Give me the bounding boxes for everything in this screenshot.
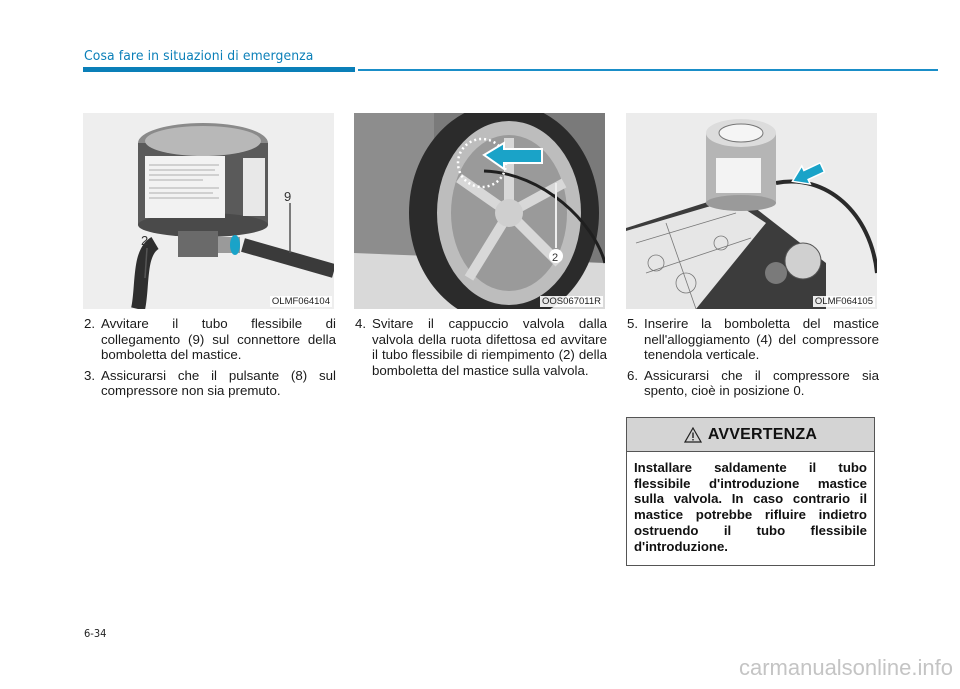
- tire-valve-illustration: [354, 113, 605, 309]
- warning-header: [627, 418, 874, 452]
- steps-column-1: [84, 316, 336, 404]
- figure-sealant-bottle-hose: [83, 113, 334, 309]
- watermark: carmanualsonline.info: [738, 655, 953, 680]
- header-accent-bar: [83, 67, 355, 72]
- warning-triangle-icon: [684, 427, 702, 443]
- step-text: Inserire la bomboletta del mastice nell'alloggiamento (4) del compressore tenendola verticale.: [644, 316, 879, 362]
- step-number: 5.: [627, 316, 639, 331]
- step-text: Svitare il cappuccio valvola dalla valvola della ruota difettosa ed avvitare il tubo flessibile di riempimento (2) della bomboletta del mastice sulla valvola.: [372, 316, 607, 378]
- steps-column-2: [355, 316, 607, 383]
- step-number: 2.: [84, 316, 96, 331]
- step-4: [355, 316, 607, 378]
- step-text: Avvitare il tubo flessibile di collegamento (9) sul connettore della bomboletta del mastice.: [101, 316, 336, 362]
- warning-title: AVVERTENZA: [707, 425, 818, 443]
- step-3: [84, 368, 336, 399]
- warning-text: Installare saldamente il tubo flessibile d'introduzione mastice sulla valvola. In caso contrario il mastice potrebbe rifluire indietro ostruendo il tubo flessibile d'introduzione.: [634, 460, 867, 554]
- step-number: 3.: [84, 367, 96, 383]
- step-6: [627, 368, 879, 399]
- warning-box: [626, 417, 875, 566]
- step-5: [627, 316, 879, 363]
- figure-code: OOS067011R: [542, 296, 601, 307]
- page-number: 6-34: [84, 627, 107, 640]
- step-text: Assicurarsi che il pulsante (8) sul compressore non sia premuto.: [101, 367, 336, 398]
- step-number: 6.: [627, 367, 639, 383]
- callout-2: 2: [141, 233, 149, 248]
- callout-9: 9: [284, 189, 292, 204]
- figure-code: OLMF064105: [814, 296, 873, 307]
- sealant-bottle-illustration: [83, 113, 334, 309]
- figure-compressor-bottle: [626, 113, 877, 309]
- compressor-illustration: [626, 113, 877, 309]
- figure-code: OLMF064104: [271, 296, 330, 307]
- step-2: [84, 316, 336, 363]
- header-rule: [358, 69, 938, 71]
- steps-column-3: [627, 316, 879, 404]
- section-title: Cosa fare in situazioni di emergenza: [84, 48, 314, 64]
- callout-2: 2: [552, 252, 559, 264]
- step-text: Assicurarsi che il compressore sia spento, cioè in posizione 0.: [644, 367, 879, 398]
- step-number: 4.: [355, 316, 367, 331]
- figure-tire-valve: [354, 113, 605, 309]
